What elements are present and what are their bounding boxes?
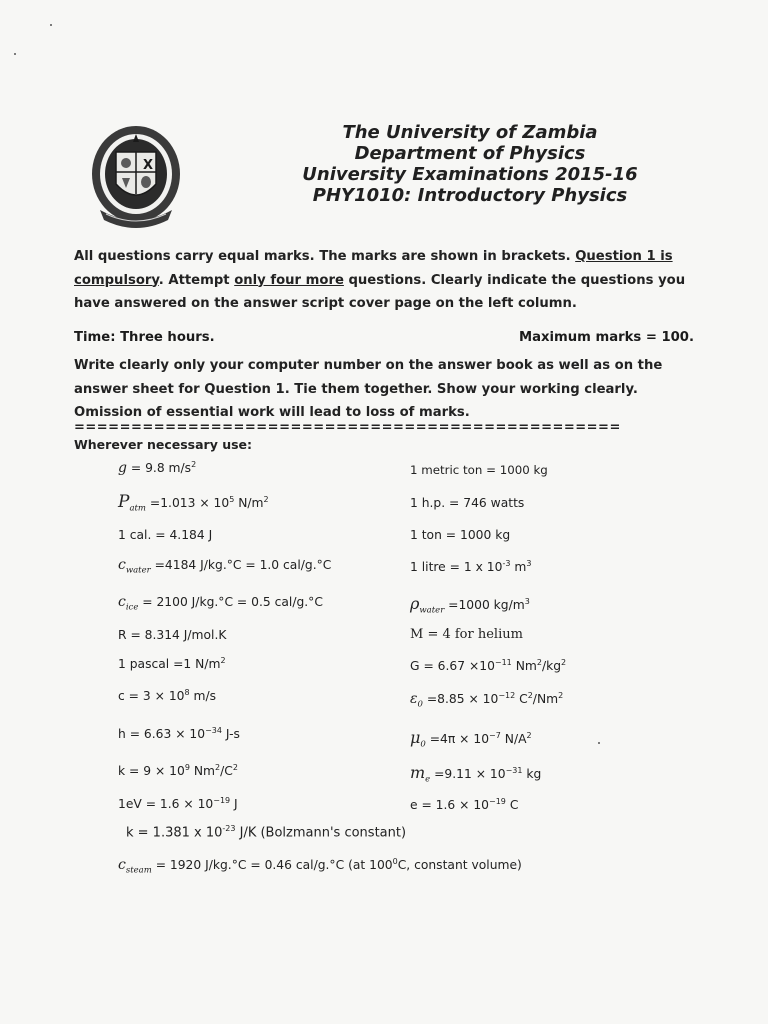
department-name: Department of Physics	[354, 143, 586, 164]
constant-c-ice: $c_{ice} = 2100$ J/kg.°C = 0.5 cal/g.°C	[118, 594, 323, 613]
time-marks-row	[74, 330, 694, 345]
svg-text:X: X	[143, 158, 154, 173]
university-name: The University of Zambia	[342, 122, 598, 143]
instructions-text: All questions carry equal marks. The marks are shown in brackets.	[74, 249, 576, 264]
constant-c-steam: $c_{steam} = 1920$ J/kg.°C = 0.46 cal/g.°C (at $100^0C$, constant volume)	[118, 857, 522, 876]
constant-p-atm: $P_{atm} =1.013 \times 10^5$ $N/m^2$	[118, 492, 269, 514]
compulsory-note: Question 1 is compulsory	[74, 249, 673, 288]
constant-electron-volt: $1eV = 1.6 \times 10^{-19}$ J	[118, 796, 238, 812]
answer-instructions: Write clearly only your computer number on the answer book as well as on the answer sheet for Question 1. Tie them together. Show your working clearly. Omission of essential work will lead to loss of marks.	[74, 358, 663, 420]
constant-gravitational: $G = 6.67 \times 10^{-11}$ $Nm^2/kg^2$	[410, 658, 567, 674]
constant-electron-charge: $e = 1.6 \times 10^{-19}$ C	[410, 797, 519, 813]
constants-heading: Wherever necessary use:	[74, 437, 253, 452]
constant-g: g = 9.8 $m/s^2$	[118, 460, 197, 477]
instructions-text: . Attempt	[158, 272, 235, 288]
constant-helium-molar-mass: M = 4 for helium	[410, 627, 523, 642]
constant-litre: 1 litre = 1 x $10^{-3}$ $m^3$	[410, 559, 532, 575]
instructions-paragraph	[74, 245, 698, 316]
constant-coulomb: $k = 9 \times 10^9$ $Nm^2/C^2$	[118, 763, 238, 779]
constant-c-water: $c_{water} =4184$ J/kg.°C = 1.0 cal/g.°C	[118, 557, 332, 576]
exam-time: Time: Three hours.	[74, 330, 215, 345]
scan-speck	[50, 24, 52, 26]
constant-permeability: $\mu_0 =4\pi \times 10^{-7}$ $N/A^2$	[410, 728, 532, 750]
constant-metric-ton: 1 metric ton = 1000 kg	[410, 463, 548, 477]
course-title: PHY1010: Introductory Physics	[312, 185, 628, 206]
constant-horsepower: 1 h.p. = 746 watts	[410, 496, 525, 510]
constant-planck: $h = 6.63 \times 10^{-34}$ J-s	[118, 726, 240, 742]
instructions-text: questions. Clearly indicate the questions you have answered on the answer script cover page on the left column.	[74, 272, 686, 311]
constant-calorie: 1 cal. = 4.184 J	[118, 528, 213, 542]
maximum-marks: Maximum marks = 100.	[518, 330, 694, 345]
scan-speck	[14, 53, 16, 55]
constant-density-water: $\rho_{water} =1000$ $kg/m^3$	[410, 594, 530, 616]
constant-speed-of-light: $c = 3 \times 10^8$ m/s	[118, 688, 217, 704]
constant-ton: 1 ton = 1000 kg	[410, 528, 511, 542]
exam-title-block	[250, 122, 690, 206]
university-crest-icon	[86, 122, 186, 232]
exam-session: University Examinations 2015-16	[302, 164, 638, 185]
constant-boltzmann: k = 1.381 x $10^{-23}$ J/K (Bolzmann's constant)	[126, 824, 407, 841]
separator-line: ================================================	[74, 420, 621, 435]
constant-permittivity: $\varepsilon_0 =8.85 \times 10^{-12}$ $C^2/Nm^2$	[410, 691, 564, 710]
constant-r: R = 8.314 J/mol.K	[118, 628, 227, 642]
constant-pascal: 1 pascal =1 $N/m^2$	[118, 656, 226, 672]
scan-speck	[598, 742, 600, 744]
attempt-count-note: only four more	[234, 272, 344, 288]
constant-electron-mass: $m_e =9.11 \times 10^{-31}$ kg	[410, 763, 542, 785]
